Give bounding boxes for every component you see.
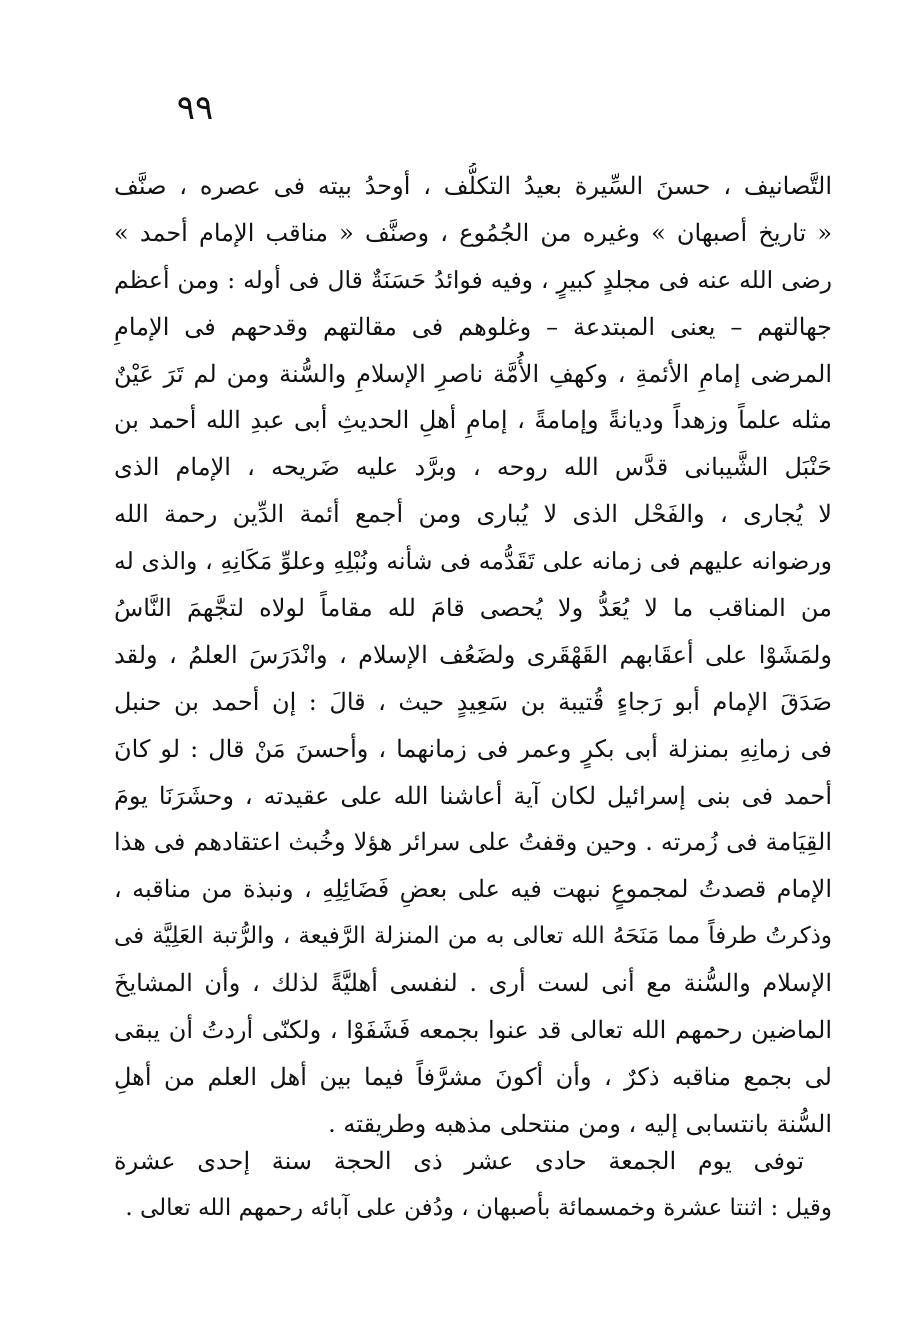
death-paragraph	[114, 1138, 832, 1232]
text-line: مثله علماً وزهداً وديانةً وإمامةً ، إمامِ أهلِ الحديثِ أبى عبدِ الله أحمد بن	[114, 406, 832, 435]
text-line: ورضوانه عليهم فى زمانه على تَقَدُّمه فى شأنه ونُبْلِهِ وعلوِّ مَكَانِهِ ، والذى له	[114, 547, 832, 576]
text-line: وقيل : اثنتا عشرة وخمسمائة بأصبهان ، ودُفن على آبائه رحمهم الله تعالى .	[125, 1195, 832, 1221]
text-line: فى زمانِهِ بمنزلة أبى بكرٍ وعمر فى زمانهما ، وأحسنَ مَنْ قال : لو كانَ	[114, 734, 832, 763]
text-line: توفى يوم الجمعة حادى عشر ذى الحجة سنة إحدى عشرة	[114, 1147, 804, 1175]
text-line: جهالتهم – يعنى المبتدعة – وغلوهم فى مقالتهم وقدحهم فى الإمامِ	[114, 312, 832, 341]
text-line: أحمد فى بنى إسرائيل لكان آية أعاشنا الله على عقيدته ، وحشَرَنَا يومَ	[114, 781, 832, 810]
text-line: التَّصانيف ، حسنَ السِّيرة بعيدُ التكلُّف ، أوحدُ بيته فى عصره ، صنَّف	[114, 172, 832, 200]
text-line: حَنْبَل الشَّيبانى قدَّس الله روحه ، وبرَّد عليه ضَريحه ، الإمام الذى	[114, 453, 832, 482]
text-line: القِيَامة فى زُمرته . وحين وقفتُ على سرائر هؤلا وخُبث اعتقادهم فى هذا	[114, 828, 832, 857]
text-line: رضى الله عنه فى مجلدٍ كبيرٍ ، وفيه فوائدُ حَسَنَةٌ قال فى أوله : ومن أعظم	[114, 265, 832, 294]
text-line: الماضين رحمهم الله تعالى قد عنوا بجمعه فَشَفَوْا ، ولكنّى أردتُ أن يبقى	[114, 1016, 832, 1045]
main-paragraph	[114, 163, 832, 1148]
text-line: السُّنة بانتسابى إليه ، ومن منتحلى مذهبه وطريقته .	[328, 1109, 832, 1138]
text-line: من المناقب ما لا يُعَدُّ ولا يُحصى قامَ لله مقاماً لولاه لتجَّهمَ النَّاسُ	[114, 594, 832, 623]
text-line: لى بجمع مناقبه ذكرٌ ، وأن أكونَ مشرَّفاً فيما بين أهل العلم من أهلِ	[114, 1062, 832, 1091]
text-line: لا يُجارى ، والفَحْل الذى لا يُبارى ومن أجمع أئمة الدِّين رحمة الله	[114, 500, 832, 529]
text-line: « تاريخ أصبهان » وغيره من الجُمُوع ، وصنَّف « مناقب الإمام أحمد »	[114, 218, 832, 247]
text-line: وذكرتُ طرفاً مما مَنَحَهُ الله تعالى به من المنزلة الرَّفيعة ، والرُّتبة العَلِيَّة فى	[114, 923, 832, 950]
text-line: الإمام قصدتُ لمجموعٍ نبهت فيه على بعضِ فَضَائِلِهِ ، ونبذة من مناقبه ،	[114, 875, 832, 904]
text-line: صَدَقَ الإمام أبو رَجاءٍ قُتيبة بن سَعِيدٍ حيث ، قالَ : إن أحمد بن حنبل	[114, 687, 832, 716]
page-number: ٩٩	[176, 88, 214, 128]
text-line: ولمَشَوْا على أعقَابهم القَهْقَرى ولضَعُف الإسلام ، وانْدَرَسَ العلمُ ، ولقد	[114, 640, 832, 669]
text-line: المرضى إمامِ الأئمةِ ، وكهفِ الأُمَّة ناصرِ الإسلامِ والسُّنة ومن لم تَرَ عَيْنٌ	[114, 359, 832, 388]
text-line: الإسلام والسُّنة مع أنى لست أرى . لنفسى أهليَّةً لذلك ، وأن المشايخَ	[114, 969, 832, 998]
